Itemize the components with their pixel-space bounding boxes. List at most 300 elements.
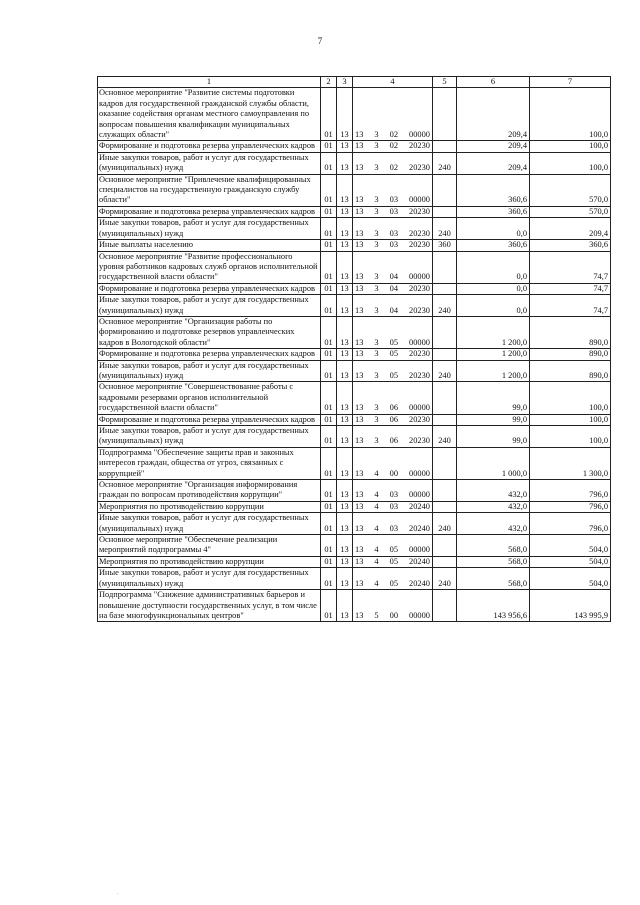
code-direction: 20230 — [409, 370, 430, 380]
row-name: Формирование и подготовка резерва управленческих кадров — [98, 141, 321, 152]
code-program: 13 — [355, 228, 364, 238]
code-direction: 20240 — [409, 501, 430, 511]
row-target-code — [353, 501, 433, 512]
row-amount-col7: 360,6 — [530, 240, 611, 251]
table-row — [98, 414, 611, 425]
row-section-code: 01 — [321, 360, 337, 382]
row-expense-type: 240 — [433, 426, 457, 448]
table-header-row — [98, 77, 611, 88]
row-amount-col6: 209,4 — [457, 152, 530, 174]
code-subprogram: 3 — [374, 240, 379, 250]
code-subprogram: 3 — [374, 130, 379, 140]
code-program: 13 — [355, 370, 364, 380]
row-target-code — [353, 251, 433, 283]
row-expense-type — [433, 206, 457, 217]
code-direction: 20230 — [409, 349, 430, 359]
row-expense-type: 360 — [433, 240, 457, 251]
column-header-6: 6 — [457, 77, 530, 88]
code-direction: 20230 — [409, 240, 430, 250]
code-direction: 20230 — [409, 436, 430, 446]
row-subsection-code: 13 — [337, 141, 353, 152]
row-target-code — [353, 556, 433, 567]
row-section-code: 01 — [321, 141, 337, 152]
row-amount-col7: 890,0 — [530, 360, 611, 382]
row-name: Иные закупки товаров, работ и услуг для государственных (муниципальных) нужд — [98, 295, 321, 317]
code-direction: 00000 — [409, 272, 430, 282]
row-amount-col7: 796,0 — [530, 501, 611, 512]
code-program: 13 — [355, 141, 364, 151]
code-direction: 00000 — [409, 468, 430, 478]
row-expense-type — [433, 501, 457, 512]
row-target-code — [353, 240, 433, 251]
row-target-code — [353, 152, 433, 174]
row-amount-col6: 1 200,0 — [457, 360, 530, 382]
code-subprogram: 3 — [374, 206, 379, 216]
code-activity: 02 — [389, 141, 398, 151]
row-amount-col6: 0,0 — [457, 251, 530, 283]
code-program: 13 — [355, 610, 364, 620]
code-activity: 03 — [389, 523, 398, 533]
row-section-code: 01 — [321, 283, 337, 294]
code-direction: 20240 — [409, 523, 430, 533]
row-name: Основное мероприятие "Развитие системы подготовки кадров для государственной гражданской службы области, оказание содействия органам местного самоуправления по вопросам повышения квалификации муниципальных служащих области" — [98, 88, 321, 141]
row-amount-col7: 504,0 — [530, 568, 611, 590]
row-name: Мероприятия по противодействию коррупции — [98, 501, 321, 512]
table-row — [98, 501, 611, 512]
code-subprogram: 3 — [374, 370, 379, 380]
page-number: 7 — [317, 36, 323, 46]
row-target-code — [353, 349, 433, 360]
code-direction: 00000 — [409, 490, 430, 500]
row-amount-col6: 568,0 — [457, 535, 530, 557]
code-program: 13 — [355, 414, 364, 424]
row-subsection-code: 13 — [337, 414, 353, 425]
table-row — [98, 283, 611, 294]
row-section-code: 01 — [321, 251, 337, 283]
row-amount-col7: 570,0 — [530, 206, 611, 217]
row-amount-col6: 99,0 — [457, 426, 530, 448]
table-row — [98, 426, 611, 448]
code-program: 13 — [355, 305, 364, 315]
row-name: Основное мероприятие "Обеспечение реализации мероприятий подпрограммы 4" — [98, 535, 321, 557]
row-subsection-code: 13 — [337, 349, 353, 360]
code-activity: 06 — [389, 436, 398, 446]
row-subsection-code: 13 — [337, 206, 353, 217]
scan-mark: . — [117, 890, 119, 896]
code-direction: 20240 — [409, 556, 430, 566]
table-row — [98, 251, 611, 283]
row-subsection-code: 13 — [337, 513, 353, 535]
row-amount-col6: 99,0 — [457, 382, 530, 414]
code-program: 13 — [355, 195, 364, 205]
row-name: Подпрограмма "Обеспечение защиты прав и законных интересов граждан, общества от угроз, связанных с коррупцией" — [98, 447, 321, 479]
row-section-code: 01 — [321, 480, 337, 502]
row-target-code — [353, 174, 433, 206]
row-amount-col7: 504,0 — [530, 556, 611, 567]
row-subsection-code: 13 — [337, 251, 353, 283]
code-subprogram: 3 — [374, 163, 379, 173]
row-section-code: 01 — [321, 556, 337, 567]
code-subprogram: 4 — [374, 501, 379, 511]
row-section-code: 01 — [321, 88, 337, 141]
code-subprogram: 3 — [374, 141, 379, 151]
code-activity: 04 — [389, 305, 398, 315]
code-activity: 06 — [389, 414, 398, 424]
row-amount-col6: 1 200,0 — [457, 316, 530, 348]
row-expense-type: 240 — [433, 152, 457, 174]
table-row — [98, 513, 611, 535]
row-amount-col6: 209,4 — [457, 88, 530, 141]
row-amount-col6: 360,6 — [457, 240, 530, 251]
row-amount-col6: 1 000,0 — [457, 447, 530, 479]
column-header-5: 5 — [433, 77, 457, 88]
code-activity: 02 — [389, 163, 398, 173]
table-row — [98, 349, 611, 360]
row-subsection-code: 13 — [337, 426, 353, 448]
row-subsection-code: 13 — [337, 295, 353, 317]
row-target-code — [353, 447, 433, 479]
row-subsection-code: 13 — [337, 360, 353, 382]
row-expense-type — [433, 174, 457, 206]
code-activity: 05 — [389, 349, 398, 359]
row-amount-col6: 99,0 — [457, 414, 530, 425]
code-activity: 03 — [389, 206, 398, 216]
row-name: Иные закупки товаров, работ и услуг для государственных (муниципальных) нужд — [98, 152, 321, 174]
row-name: Иные выплаты населению — [98, 240, 321, 251]
row-section-code: 01 — [321, 513, 337, 535]
row-amount-col7: 890,0 — [530, 349, 611, 360]
code-direction: 00000 — [409, 337, 430, 347]
code-direction: 00000 — [409, 545, 430, 555]
code-subprogram: 4 — [374, 468, 379, 478]
row-name: Основное мероприятие "Организация информирования граждан по вопросам противодействия коррупции" — [98, 480, 321, 502]
code-activity: 02 — [389, 130, 398, 140]
code-program: 13 — [355, 556, 364, 566]
table-row — [98, 447, 611, 479]
table-row — [98, 360, 611, 382]
table-row — [98, 316, 611, 348]
row-section-code: 01 — [321, 414, 337, 425]
code-program: 13 — [355, 578, 364, 588]
row-target-code — [353, 414, 433, 425]
row-target-code — [353, 513, 433, 535]
table-body — [98, 88, 611, 622]
row-amount-col7: 100,0 — [530, 414, 611, 425]
code-subprogram: 3 — [374, 272, 379, 282]
row-expense-type — [433, 480, 457, 502]
code-activity: 05 — [389, 556, 398, 566]
row-section-code: 01 — [321, 316, 337, 348]
code-direction: 00000 — [409, 195, 430, 205]
row-amount-col7: 890,0 — [530, 316, 611, 348]
row-target-code — [353, 316, 433, 348]
row-target-code — [353, 206, 433, 217]
table-row — [98, 141, 611, 152]
row-amount-col6: 432,0 — [457, 513, 530, 535]
table-row — [98, 152, 611, 174]
row-amount-col7: 74,7 — [530, 283, 611, 294]
row-target-code — [353, 568, 433, 590]
row-name: Иные закупки товаров, работ и услуг для государственных (муниципальных) нужд — [98, 513, 321, 535]
code-activity: 00 — [389, 468, 398, 478]
row-name: Иные закупки товаров, работ и услуг для государственных (муниципальных) нужд — [98, 426, 321, 448]
row-amount-col6: 0,0 — [457, 218, 530, 240]
table-row — [98, 240, 611, 251]
row-name: Основное мероприятие "Развитие профессионального уровня работников кадровых служб органов исполнительной государственной власти области" — [98, 251, 321, 283]
row-amount-col7: 100,0 — [530, 426, 611, 448]
row-expense-type — [433, 283, 457, 294]
row-section-code: 01 — [321, 240, 337, 251]
row-amount-col7: 1 300,0 — [530, 447, 611, 479]
row-amount-col6: 568,0 — [457, 568, 530, 590]
row-expense-type — [433, 316, 457, 348]
code-activity: 00 — [389, 610, 398, 620]
code-activity: 03 — [389, 195, 398, 205]
code-direction: 20240 — [409, 578, 430, 588]
row-section-code: 01 — [321, 152, 337, 174]
row-target-code — [353, 426, 433, 448]
row-subsection-code: 13 — [337, 535, 353, 557]
row-expense-type — [433, 414, 457, 425]
code-activity: 06 — [389, 403, 398, 413]
row-name: Подпрограмма "Снижение административных барьеров и повышение доступности государственных услуг, в том числе на базе многофункциональных центров" — [98, 590, 321, 622]
code-activity: 05 — [389, 578, 398, 588]
code-activity: 03 — [389, 501, 398, 511]
code-subprogram: 4 — [374, 545, 379, 555]
row-expense-type: 240 — [433, 295, 457, 317]
budget-table — [97, 76, 611, 622]
row-expense-type: 240 — [433, 568, 457, 590]
row-target-code — [353, 88, 433, 141]
code-subprogram: 3 — [374, 228, 379, 238]
code-activity: 04 — [389, 283, 398, 293]
row-name: Формирование и подготовка резерва управленческих кадров — [98, 349, 321, 360]
table-row — [98, 88, 611, 141]
row-amount-col6: 432,0 — [457, 501, 530, 512]
row-name: Основное мероприятие "Привлечение квалифицированных специалистов на государственную гражданскую службу области" — [98, 174, 321, 206]
code-subprogram: 4 — [374, 556, 379, 566]
row-section-code: 01 — [321, 590, 337, 622]
row-expense-type — [433, 447, 457, 479]
row-name: Формирование и подготовка резерва управленческих кадров — [98, 414, 321, 425]
code-program: 13 — [355, 490, 364, 500]
row-amount-col6: 1 200,0 — [457, 349, 530, 360]
row-expense-type — [433, 141, 457, 152]
table-row — [98, 535, 611, 557]
code-subprogram: 4 — [374, 578, 379, 588]
row-name: Формирование и подготовка резерва управленческих кадров — [98, 283, 321, 294]
row-expense-type: 240 — [433, 513, 457, 535]
code-direction: 20230 — [409, 283, 430, 293]
row-amount-col6: 209,4 — [457, 141, 530, 152]
row-amount-col7: 100,0 — [530, 382, 611, 414]
table-row — [98, 206, 611, 217]
row-amount-col7: 570,0 — [530, 174, 611, 206]
code-program: 13 — [355, 349, 364, 359]
code-activity: 05 — [389, 370, 398, 380]
code-activity: 03 — [389, 240, 398, 250]
row-target-code — [353, 535, 433, 557]
row-section-code: 01 — [321, 295, 337, 317]
row-section-code: 01 — [321, 568, 337, 590]
row-amount-col6: 360,6 — [457, 174, 530, 206]
row-name: Формирование и подготовка резерва управленческих кадров — [98, 206, 321, 217]
column-header-3: 3 — [337, 77, 353, 88]
row-subsection-code: 13 — [337, 568, 353, 590]
code-direction: 20230 — [409, 163, 430, 173]
row-amount-col6: 0,0 — [457, 283, 530, 294]
row-amount-col7: 100,0 — [530, 141, 611, 152]
row-target-code — [353, 480, 433, 502]
row-expense-type — [433, 382, 457, 414]
row-subsection-code: 13 — [337, 240, 353, 251]
code-activity: 03 — [389, 490, 398, 500]
code-program: 13 — [355, 283, 364, 293]
code-program: 13 — [355, 130, 364, 140]
code-program: 13 — [355, 337, 364, 347]
table-row — [98, 174, 611, 206]
row-subsection-code: 13 — [337, 447, 353, 479]
row-amount-col7: 100,0 — [530, 88, 611, 141]
row-target-code — [353, 218, 433, 240]
row-amount-col7: 74,7 — [530, 251, 611, 283]
code-activity: 04 — [389, 272, 398, 282]
column-header-2: 2 — [321, 77, 337, 88]
column-header-7: 7 — [530, 77, 611, 88]
code-program: 13 — [355, 163, 364, 173]
row-subsection-code: 13 — [337, 590, 353, 622]
code-subprogram: 3 — [374, 349, 379, 359]
code-program: 13 — [355, 436, 364, 446]
row-target-code — [353, 295, 433, 317]
row-amount-col6: 0,0 — [457, 295, 530, 317]
row-expense-type: 240 — [433, 218, 457, 240]
code-subprogram: 3 — [374, 414, 379, 424]
row-amount-col7: 100,0 — [530, 152, 611, 174]
row-subsection-code: 13 — [337, 152, 353, 174]
column-header-1: 1 — [98, 77, 321, 88]
code-subprogram: 4 — [374, 490, 379, 500]
row-name: Мероприятия по противодействию коррупции — [98, 556, 321, 567]
row-amount-col6: 432,0 — [457, 480, 530, 502]
row-section-code: 01 — [321, 206, 337, 217]
code-subprogram: 3 — [374, 305, 379, 315]
code-direction: 20230 — [409, 414, 430, 424]
row-name: Иные закупки товаров, работ и услуг для государственных (муниципальных) нужд — [98, 360, 321, 382]
row-expense-type — [433, 556, 457, 567]
code-program: 13 — [355, 468, 364, 478]
column-header-4: 4 — [353, 77, 433, 88]
row-amount-col7: 504,0 — [530, 535, 611, 557]
code-direction: 20230 — [409, 206, 430, 216]
row-expense-type — [433, 535, 457, 557]
code-direction: 20230 — [409, 305, 430, 315]
code-program: 13 — [355, 403, 364, 413]
code-program: 13 — [355, 501, 364, 511]
code-direction: 00000 — [409, 610, 430, 620]
row-expense-type — [433, 251, 457, 283]
code-activity: 03 — [389, 228, 398, 238]
code-subprogram: 3 — [374, 283, 379, 293]
row-section-code: 01 — [321, 426, 337, 448]
row-expense-type — [433, 590, 457, 622]
code-subprogram: 3 — [374, 436, 379, 446]
row-amount-col7: 143 995,9 — [530, 590, 611, 622]
row-target-code — [353, 382, 433, 414]
row-amount-col7: 796,0 — [530, 480, 611, 502]
code-program: 13 — [355, 523, 364, 533]
row-name: Иные закупки товаров, работ и услуг для государственных (муниципальных) нужд — [98, 568, 321, 590]
row-amount-col7: 74,7 — [530, 295, 611, 317]
row-subsection-code: 13 — [337, 501, 353, 512]
row-subsection-code: 13 — [337, 480, 353, 502]
code-subprogram: 5 — [374, 610, 379, 620]
row-amount-col6: 568,0 — [457, 556, 530, 567]
row-expense-type — [433, 349, 457, 360]
row-section-code: 01 — [321, 535, 337, 557]
row-expense-type — [433, 88, 457, 141]
code-subprogram: 4 — [374, 523, 379, 533]
row-section-code: 01 — [321, 218, 337, 240]
code-direction: 00000 — [409, 130, 430, 140]
table-row — [98, 568, 611, 590]
row-name: Иные закупки товаров, работ и услуг для государственных (муниципальных) нужд — [98, 218, 321, 240]
row-expense-type: 240 — [433, 360, 457, 382]
code-subprogram: 3 — [374, 195, 379, 205]
row-name: Основное мероприятие "Совершенствование работы с кадровыми резервами органов исполнительной государственной власти области" — [98, 382, 321, 414]
code-program: 13 — [355, 545, 364, 555]
row-subsection-code: 13 — [337, 218, 353, 240]
row-amount-col7: 209,4 — [530, 218, 611, 240]
row-subsection-code: 13 — [337, 382, 353, 414]
row-target-code — [353, 590, 433, 622]
code-activity: 05 — [389, 337, 398, 347]
row-amount-col6: 360,6 — [457, 206, 530, 217]
code-direction: 20230 — [409, 228, 430, 238]
code-direction: 00000 — [409, 403, 430, 413]
code-subprogram: 3 — [374, 337, 379, 347]
row-section-code: 01 — [321, 382, 337, 414]
row-section-code: 01 — [321, 174, 337, 206]
row-section-code: 01 — [321, 447, 337, 479]
row-subsection-code: 13 — [337, 556, 353, 567]
table-row — [98, 556, 611, 567]
code-program: 13 — [355, 206, 364, 216]
code-program: 13 — [355, 272, 364, 282]
table-row — [98, 218, 611, 240]
row-target-code — [353, 360, 433, 382]
row-name: Основное мероприятие "Организация работы по формированию и подготовке резервов управленческих кадров в Вологодской области" — [98, 316, 321, 348]
table-row — [98, 382, 611, 414]
code-subprogram: 3 — [374, 403, 379, 413]
row-subsection-code: 13 — [337, 88, 353, 141]
row-target-code — [353, 141, 433, 152]
code-activity: 05 — [389, 545, 398, 555]
row-subsection-code: 13 — [337, 174, 353, 206]
row-section-code: 01 — [321, 349, 337, 360]
row-amount-col7: 796,0 — [530, 513, 611, 535]
table-row — [98, 295, 611, 317]
table-row — [98, 590, 611, 622]
row-subsection-code: 13 — [337, 283, 353, 294]
row-amount-col6: 143 956,6 — [457, 590, 530, 622]
row-target-code — [353, 283, 433, 294]
code-direction: 20230 — [409, 141, 430, 151]
table-row — [98, 480, 611, 502]
row-section-code: 01 — [321, 501, 337, 512]
code-program: 13 — [355, 240, 364, 250]
row-subsection-code: 13 — [337, 316, 353, 348]
